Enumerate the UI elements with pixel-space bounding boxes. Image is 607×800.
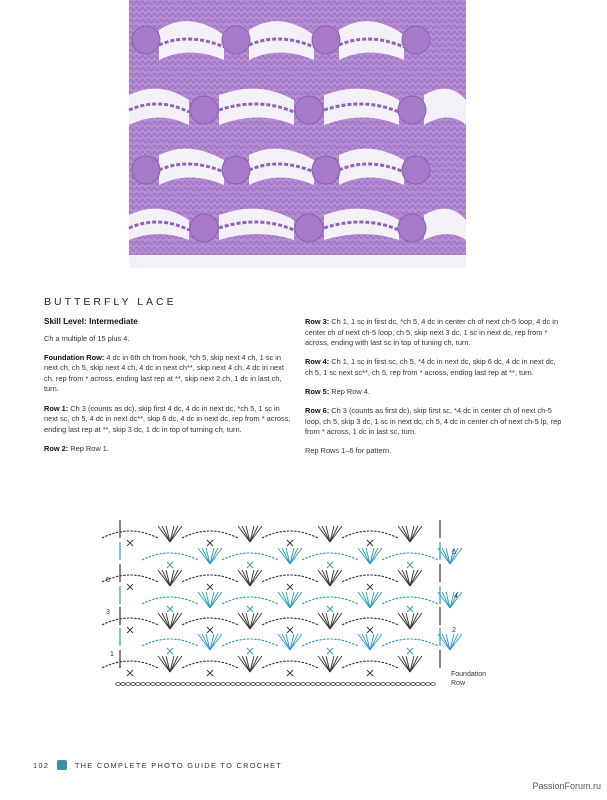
- chain-stitch: [176, 683, 181, 686]
- chain-stitch: [261, 683, 266, 686]
- chain-arch: [142, 639, 198, 646]
- chain-stitch: [356, 683, 361, 686]
- dc-stitch: [282, 634, 290, 650]
- dc-stitch: [242, 656, 250, 672]
- skill-level: Skill Level: Intermediate: [44, 317, 138, 326]
- sc-stitch: [167, 606, 173, 612]
- sc-stitch: [127, 670, 133, 676]
- stitch-diagram: [108, 518, 498, 696]
- chain-multiple: Ch a multiple of 15 plus 4.: [44, 333, 130, 343]
- row-instruction: Row 3: Ch 1, 1 sc in first dc, *ch 5, 4 dc in center ch of next ch-5 loop, 4 dc in center ch of next ch-5 loop, ch 5, skip next 3 dc, 1 sc in next dc, rep from * across, ending with last sc in top of tuning ch, turn.: [305, 317, 559, 348]
- chain-arch: [182, 618, 238, 625]
- chain-stitch: [351, 683, 356, 686]
- chain-stitch: [236, 683, 241, 686]
- row-instruction: Row 6: Ch 3 (counts as first dc), skip first sc, *4 dc in center ch of next ch-5 loop, ch 5, skip 3 dc, 1 sc in next dc, ch 5, 4 dc in center ch of next ch-5 lp, rep from * across, 1 dc in last sc, turn.: [305, 406, 562, 437]
- chain-stitch: [326, 683, 331, 686]
- row-instruction: Row 5: Rep Row 4.: [305, 386, 370, 396]
- dc-stitch: [330, 526, 338, 542]
- sc-stitch: [287, 670, 293, 676]
- chain-stitch: [331, 683, 336, 686]
- sc-stitch: [367, 627, 373, 633]
- dc-stitch: [202, 592, 210, 608]
- chain-arch: [182, 531, 238, 538]
- chain-arch: [302, 597, 358, 604]
- dc-stitch: [170, 570, 178, 586]
- diagram-body: [102, 520, 462, 685]
- dc-stitch: [210, 548, 218, 564]
- chain-stitch: [191, 683, 196, 686]
- dc-stitch: [330, 656, 338, 672]
- dc-stitch: [210, 634, 218, 650]
- chain-arch: [222, 639, 278, 646]
- dc-stitch: [362, 634, 370, 650]
- row-label-5: 5: [106, 577, 110, 584]
- chain-arch: [342, 575, 398, 582]
- chain-stitch: [271, 683, 276, 686]
- sc-stitch: [247, 606, 253, 612]
- chain-stitch: [226, 683, 231, 686]
- dc-stitch: [162, 570, 170, 586]
- chain-stitch: [246, 683, 251, 686]
- sc-stitch: [167, 562, 173, 568]
- sc-stitch: [367, 584, 373, 590]
- chain-arch: [342, 618, 398, 625]
- dc-stitch: [322, 613, 330, 629]
- sc-stitch: [287, 540, 293, 546]
- sc-stitch: [327, 606, 333, 612]
- chain-stitch: [216, 683, 221, 686]
- chain-arch: [102, 661, 158, 668]
- sc-stitch: [407, 648, 413, 654]
- sc-stitch: [207, 540, 213, 546]
- chain-stitch: [251, 683, 256, 686]
- chain-stitch: [396, 683, 401, 686]
- dc-stitch: [282, 592, 290, 608]
- chain-arch: [342, 531, 398, 538]
- sc-stitch: [247, 648, 253, 654]
- sc-stitch: [327, 648, 333, 654]
- sc-stitch: [367, 670, 373, 676]
- dc-stitch: [410, 613, 418, 629]
- page-number: 102: [33, 761, 50, 770]
- dc-stitch: [210, 592, 218, 608]
- swatch-illustration: [129, 0, 466, 268]
- chain-stitch: [401, 683, 406, 686]
- chain-stitch: [256, 683, 261, 686]
- chain-stitch: [336, 683, 341, 686]
- chain-stitch: [166, 683, 171, 686]
- chain-stitch: [281, 683, 286, 686]
- dc-stitch: [322, 656, 330, 672]
- dc-stitch: [410, 656, 418, 672]
- row-instruction: Row 2: Rep Row 1.: [44, 443, 109, 453]
- foundation-label: Foundation: [451, 671, 487, 678]
- row-instruction: Foundation Row: 4 dc in 6th ch from hook, *ch 5, skip next 4 ch, 1 sc in next ch, ch 5, skip next 4 ch, 4 dc in next ch**, skip next 4 ch, 4 dc in next ch, rep from * across, ending last rep at **, skip next 2 ch, 1 dc in last ch, turn.: [44, 352, 284, 394]
- chain-stitch: [221, 683, 226, 686]
- swatch-photo: [129, 0, 466, 268]
- stitch-diagram-svg: [108, 518, 498, 696]
- dc-stitch: [290, 548, 298, 564]
- dc-stitch: [202, 634, 210, 650]
- chain-stitch: [371, 683, 376, 686]
- dc-stitch: [162, 526, 170, 542]
- sc-stitch: [407, 606, 413, 612]
- row-instruction: Row 4: Ch 1, 1 sc in first sc, ch 5, *4 dc in next dc, skip 6 dc, 4 dc in next dc, ch 5, 1 sc next sc**, ch 5, rep from * across, ending last rep at **, turn.: [305, 357, 556, 377]
- sc-stitch: [207, 584, 213, 590]
- dc-stitch: [322, 526, 330, 542]
- chain-stitch: [406, 683, 411, 686]
- pattern-title: BUTTERFLY LACE: [44, 296, 177, 308]
- foundation-label-row: Row: [451, 680, 466, 687]
- chain-stitch: [181, 683, 186, 686]
- dc-stitch: [202, 548, 210, 564]
- chain-stitch: [286, 683, 291, 686]
- chain-stitch: [186, 683, 191, 686]
- dc-stitch: [162, 656, 170, 672]
- dc-stitch: [370, 634, 378, 650]
- chain-arch: [222, 597, 278, 604]
- dc-stitch: [402, 656, 410, 672]
- instructions-left: [44, 317, 292, 463]
- dc-stitch: [402, 526, 410, 542]
- dc-stitch: [282, 548, 290, 564]
- dc-stitch: [250, 613, 258, 629]
- book-title: THE COMPLETE PHOTO GUIDE TO CROCHET: [74, 761, 283, 770]
- watermark: PassionForum.ru: [532, 781, 601, 791]
- chain-stitch: [131, 683, 136, 686]
- dc-stitch: [450, 634, 458, 650]
- sc-stitch: [167, 648, 173, 654]
- chain-arch: [342, 661, 398, 668]
- dc-stitch: [242, 570, 250, 586]
- chain-stitch: [151, 683, 156, 686]
- row-label-1: 1: [110, 651, 114, 658]
- dc-stitch: [170, 526, 178, 542]
- chain-stitch: [416, 683, 421, 686]
- chain-stitch: [126, 683, 131, 686]
- chain-arch: [302, 553, 358, 560]
- chain-stitch: [206, 683, 211, 686]
- chain-stitch: [391, 683, 396, 686]
- chain-stitch: [411, 683, 416, 686]
- dc-stitch: [410, 526, 418, 542]
- book-logo-icon: [57, 760, 67, 770]
- chain-stitch: [231, 683, 236, 686]
- dc-stitch: [330, 613, 338, 629]
- dc-stitch: [250, 656, 258, 672]
- chain-stitch: [431, 683, 436, 686]
- chain-arch: [382, 597, 438, 604]
- page-footer: [33, 760, 282, 770]
- chain-stitch: [301, 683, 306, 686]
- chain-arch: [382, 639, 438, 646]
- chain-arch: [262, 661, 318, 668]
- chain-arch: [142, 553, 198, 560]
- chain-arch: [262, 618, 318, 625]
- dc-stitch: [402, 613, 410, 629]
- sc-stitch: [127, 584, 133, 590]
- dc-stitch: [242, 526, 250, 542]
- chain-stitch: [276, 683, 281, 686]
- dc-stitch: [170, 656, 178, 672]
- chain-stitch: [291, 683, 296, 686]
- sc-stitch: [207, 627, 213, 633]
- chain-stitch: [311, 683, 316, 686]
- sc-stitch: [407, 562, 413, 568]
- chain-arch: [182, 575, 238, 582]
- chain-stitch: [171, 683, 176, 686]
- dc-stitch: [362, 592, 370, 608]
- row-instruction: Row 1: Ch 3 (counts as dc), skip first 4 dc, 4 dc in next dc, *ch 5, 1 sc in next sc, ch 5, 4 dc in next dc**, skip 6 dc, 4 dc in next dc, rep from * across, ending last rep at **, skip 3 dc, 1 dc in top of turning ch, turn.: [44, 403, 291, 434]
- chain-stitch: [161, 683, 166, 686]
- chain-stitch: [386, 683, 391, 686]
- dc-stitch: [242, 613, 250, 629]
- chain-arch: [102, 531, 158, 538]
- chain-stitch: [266, 683, 271, 686]
- sc-stitch: [327, 562, 333, 568]
- sc-stitch: [247, 562, 253, 568]
- chain-stitch: [376, 683, 381, 686]
- dc-stitch: [162, 613, 170, 629]
- dc-stitch: [170, 613, 178, 629]
- chain-stitch: [196, 683, 201, 686]
- chain-arch: [262, 575, 318, 582]
- dc-stitch: [442, 592, 450, 608]
- dc-stitch: [322, 570, 330, 586]
- chain-stitch: [346, 683, 351, 686]
- chain-stitch: [156, 683, 161, 686]
- chain-stitch: [366, 683, 371, 686]
- chain-stitch: [296, 683, 301, 686]
- row-label-2: 2: [452, 627, 456, 634]
- chain-stitch: [321, 683, 326, 686]
- chain-stitch: [141, 683, 146, 686]
- chain-stitch: [341, 683, 346, 686]
- sc-stitch: [287, 584, 293, 590]
- dc-stitch: [250, 526, 258, 542]
- chain-stitch: [241, 683, 246, 686]
- sc-stitch: [127, 627, 133, 633]
- chain-stitch: [421, 683, 426, 686]
- repeat-note: Rep Rows 1–6 for pattern.: [305, 446, 392, 456]
- row-label-3: 3: [106, 609, 110, 616]
- dc-stitch: [290, 592, 298, 608]
- sc-stitch: [207, 670, 213, 676]
- dc-stitch: [370, 548, 378, 564]
- chain-stitch: [381, 683, 386, 686]
- dc-stitch: [250, 570, 258, 586]
- row-label-4: 4: [454, 593, 458, 600]
- sc-stitch: [127, 540, 133, 546]
- chain-stitch: [136, 683, 141, 686]
- dc-stitch: [410, 570, 418, 586]
- chain-arch: [382, 553, 438, 560]
- chain-stitch: [201, 683, 206, 686]
- dc-stitch: [370, 592, 378, 608]
- chain-stitch: [121, 683, 126, 686]
- chain-stitch: [426, 683, 431, 686]
- dc-stitch: [290, 634, 298, 650]
- sc-stitch: [287, 627, 293, 633]
- chain-stitch: [306, 683, 311, 686]
- chain-arch: [102, 618, 158, 625]
- dc-stitch: [402, 570, 410, 586]
- chain-arch: [302, 639, 358, 646]
- chain-arch: [102, 575, 158, 582]
- chain-stitch: [146, 683, 151, 686]
- dc-stitch: [442, 548, 450, 564]
- chain-arch: [182, 661, 238, 668]
- row-label-6: 6: [452, 549, 456, 556]
- dc-stitch: [330, 570, 338, 586]
- dc-stitch: [442, 634, 450, 650]
- chain-stitch: [316, 683, 321, 686]
- chain-arch: [222, 553, 278, 560]
- chain-stitch: [211, 683, 216, 686]
- chain-arch: [262, 531, 318, 538]
- chain-stitch: [361, 683, 366, 686]
- instructions-right: [305, 317, 563, 465]
- chain-stitch: [116, 683, 121, 686]
- sc-stitch: [367, 540, 373, 546]
- dc-stitch: [362, 548, 370, 564]
- chain-arch: [142, 597, 198, 604]
